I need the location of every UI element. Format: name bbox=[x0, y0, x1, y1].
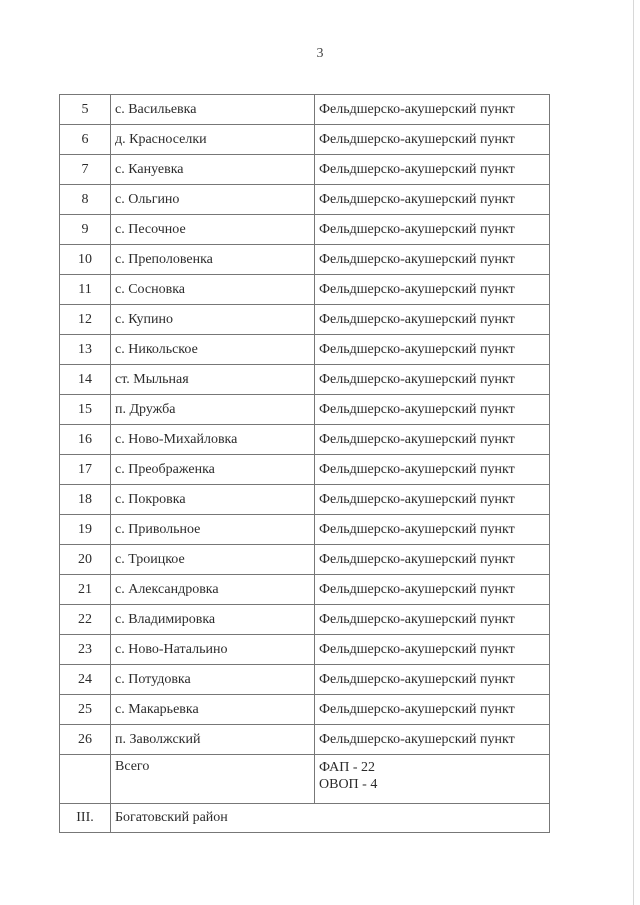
table-row bbox=[60, 695, 550, 725]
table-row bbox=[60, 365, 550, 395]
row-number: 5 bbox=[60, 95, 111, 125]
row-number: 22 bbox=[60, 605, 111, 635]
row-place: с. Привольное bbox=[111, 515, 315, 545]
row-facility-type: Фельдшерско-акушерский пункт bbox=[315, 95, 550, 125]
row-place: с. Владимировка bbox=[111, 605, 315, 635]
table-row bbox=[60, 665, 550, 695]
table-row bbox=[60, 575, 550, 605]
row-place: ст. Мыльная bbox=[111, 365, 315, 395]
row-place: д. Красноселки bbox=[111, 125, 315, 155]
table-row bbox=[60, 635, 550, 665]
table-row bbox=[60, 395, 550, 425]
row-facility-type: Фельдшерско-акушерский пункт bbox=[315, 185, 550, 215]
table-row bbox=[60, 485, 550, 515]
row-facility-type: Фельдшерско-акушерский пункт bbox=[315, 515, 550, 545]
row-facility-type: Фельдшерско-акушерский пункт bbox=[315, 575, 550, 605]
row-number: 11 bbox=[60, 275, 111, 305]
row-place: с. Макарьевка bbox=[111, 695, 315, 725]
row-facility-type: Фельдшерско-акушерский пункт bbox=[315, 545, 550, 575]
table-row bbox=[60, 125, 550, 155]
table-row bbox=[60, 425, 550, 455]
row-place: п. Заволжский bbox=[111, 725, 315, 755]
table-row bbox=[60, 455, 550, 485]
total-ovop: ОВОП - 4 bbox=[319, 777, 378, 792]
row-facility-type: Фельдшерско-акушерский пункт bbox=[315, 695, 550, 725]
table-row bbox=[60, 725, 550, 755]
row-number: 6 bbox=[60, 125, 111, 155]
row-facility-type: Фельдшерско-акушерский пункт bbox=[315, 665, 550, 695]
medical-points-table bbox=[59, 94, 550, 833]
row-place: с. Кануевка bbox=[111, 155, 315, 185]
table-row bbox=[60, 605, 550, 635]
row-place: с. Никольское bbox=[111, 335, 315, 365]
section-number: III. bbox=[60, 804, 111, 833]
row-number: 20 bbox=[60, 545, 111, 575]
total-num-cell bbox=[60, 755, 111, 804]
row-place: п. Дружба bbox=[111, 395, 315, 425]
row-place: с. Покровка bbox=[111, 485, 315, 515]
total-fap: ФАП - 22 bbox=[319, 760, 376, 775]
row-number: 18 bbox=[60, 485, 111, 515]
table-row bbox=[60, 215, 550, 245]
table-row bbox=[60, 305, 550, 335]
row-place: с. Троицкое bbox=[111, 545, 315, 575]
row-number: 16 bbox=[60, 425, 111, 455]
row-facility-type: Фельдшерско-акушерский пункт bbox=[315, 365, 550, 395]
row-place: с. Преображенка bbox=[111, 455, 315, 485]
row-facility-type: Фельдшерско-акушерский пункт bbox=[315, 155, 550, 185]
row-place: с. Васильевка bbox=[111, 95, 315, 125]
row-place: с. Александровка bbox=[111, 575, 315, 605]
row-number: 17 bbox=[60, 455, 111, 485]
table-row bbox=[60, 245, 550, 275]
section-title: Богатовский район bbox=[111, 804, 550, 833]
row-number: 9 bbox=[60, 215, 111, 245]
table-row bbox=[60, 185, 550, 215]
row-number: 19 bbox=[60, 515, 111, 545]
row-facility-type: Фельдшерско-акушерский пункт bbox=[315, 125, 550, 155]
row-facility-type: Фельдшерско-акушерский пункт bbox=[315, 395, 550, 425]
table-row bbox=[60, 545, 550, 575]
row-facility-type: Фельдшерско-акушерский пункт bbox=[315, 455, 550, 485]
row-number: 15 bbox=[60, 395, 111, 425]
section-row bbox=[60, 804, 550, 833]
table-row bbox=[60, 515, 550, 545]
row-number: 13 bbox=[60, 335, 111, 365]
table-body bbox=[60, 95, 550, 833]
row-number: 7 bbox=[60, 155, 111, 185]
row-number: 23 bbox=[60, 635, 111, 665]
row-place: с. Потудовка bbox=[111, 665, 315, 695]
row-place: с. Ново-Натальино bbox=[111, 635, 315, 665]
row-place: с. Ольгино bbox=[111, 185, 315, 215]
table-row bbox=[60, 155, 550, 185]
row-facility-type: Фельдшерско-акушерский пункт bbox=[315, 305, 550, 335]
row-place: с. Преполовенка bbox=[111, 245, 315, 275]
row-facility-type: Фельдшерско-акушерский пункт bbox=[315, 275, 550, 305]
row-facility-type: Фельдшерско-акушерский пункт bbox=[315, 605, 550, 635]
total-values bbox=[315, 755, 550, 804]
row-facility-type: Фельдшерско-акушерский пункт bbox=[315, 725, 550, 755]
row-number: 14 bbox=[60, 365, 111, 395]
row-number: 10 bbox=[60, 245, 111, 275]
row-number: 24 bbox=[60, 665, 111, 695]
row-place: с. Купино bbox=[111, 305, 315, 335]
total-label: Всего bbox=[111, 755, 315, 804]
table-row bbox=[60, 335, 550, 365]
table-row bbox=[60, 95, 550, 125]
table-row bbox=[60, 275, 550, 305]
total-row bbox=[60, 755, 550, 804]
row-facility-type: Фельдшерско-акушерский пункт bbox=[315, 425, 550, 455]
row-number: 21 bbox=[60, 575, 111, 605]
row-number: 26 bbox=[60, 725, 111, 755]
row-number: 8 bbox=[60, 185, 111, 215]
row-facility-type: Фельдшерско-акушерский пункт bbox=[315, 485, 550, 515]
page-number: 3 bbox=[316, 46, 324, 61]
row-place: с. Песочное bbox=[111, 215, 315, 245]
row-facility-type: Фельдшерско-акушерский пункт bbox=[315, 335, 550, 365]
row-number: 25 bbox=[60, 695, 111, 725]
row-place: с. Ново-Михайловка bbox=[111, 425, 315, 455]
row-place: с. Сосновка bbox=[111, 275, 315, 305]
row-facility-type: Фельдшерско-акушерский пункт bbox=[315, 635, 550, 665]
row-facility-type: Фельдшерско-акушерский пункт bbox=[315, 245, 550, 275]
row-facility-type: Фельдшерско-акушерский пункт bbox=[315, 215, 550, 245]
row-number: 12 bbox=[60, 305, 111, 335]
scan-edge-line bbox=[633, 0, 634, 905]
